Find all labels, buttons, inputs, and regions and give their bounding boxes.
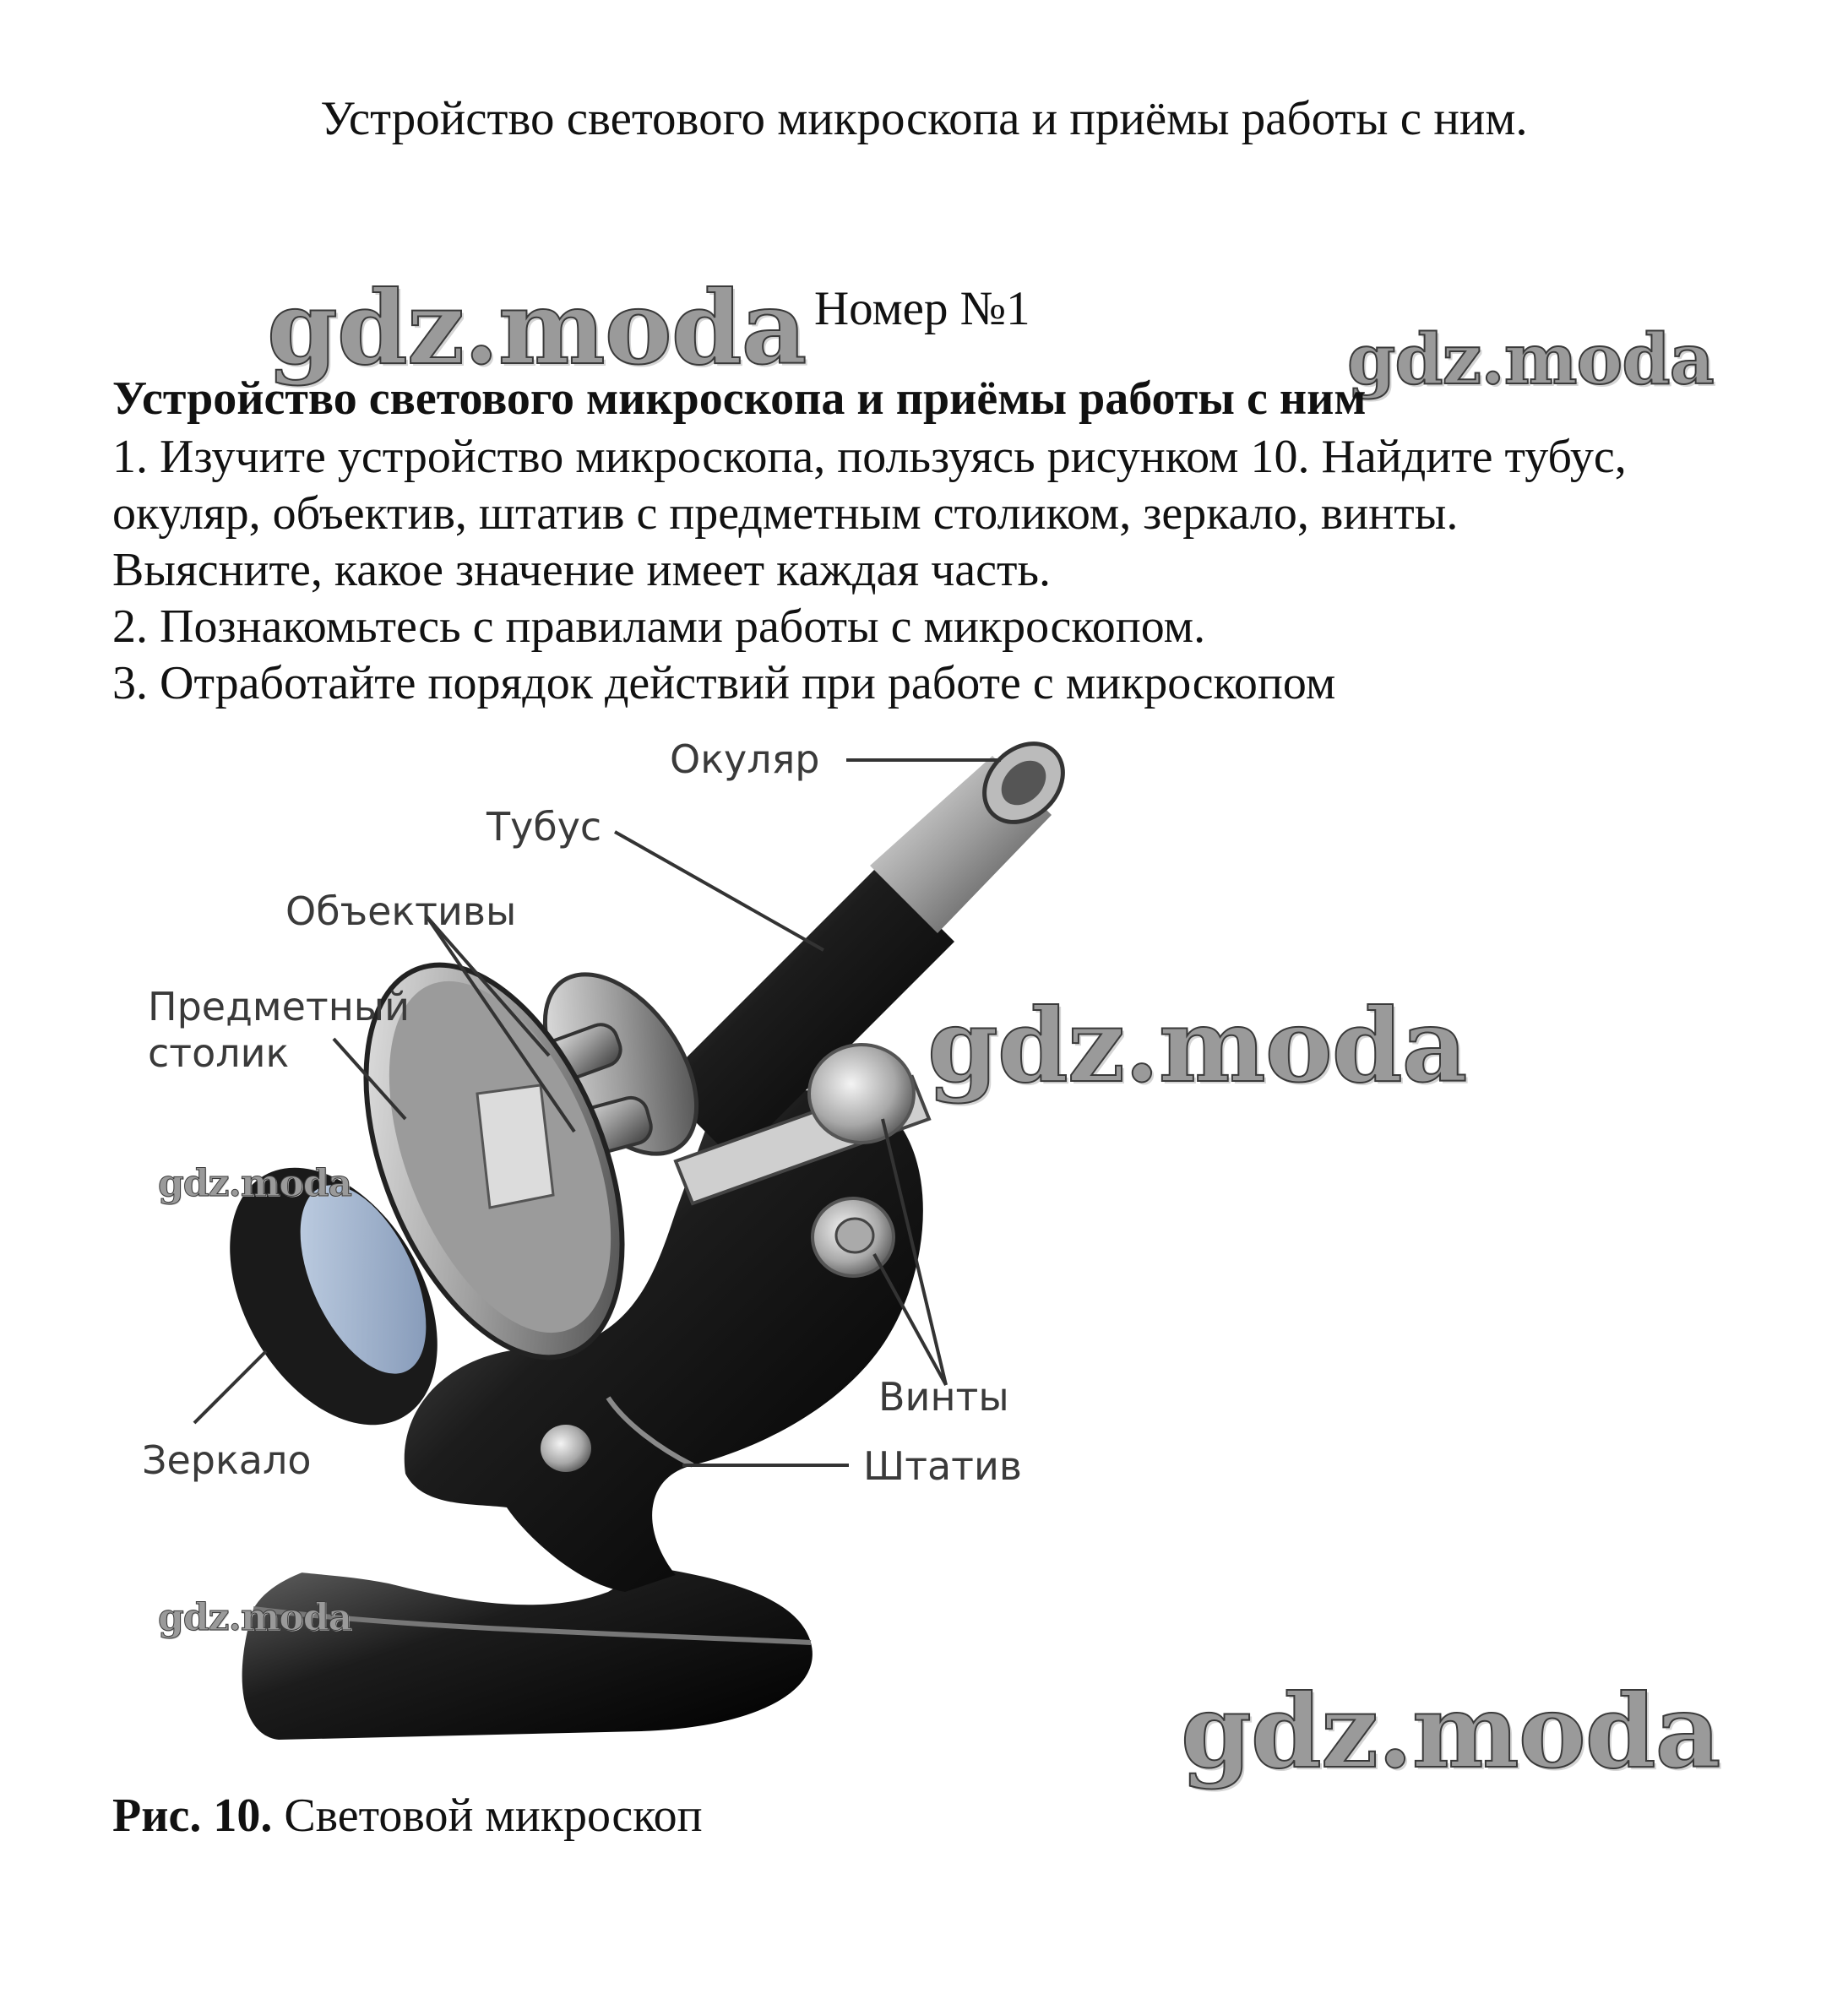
label-tube: Тубус <box>486 804 602 850</box>
label-mirror: Зеркало <box>142 1437 312 1483</box>
watermark: gdz.moda <box>927 986 1467 1105</box>
task-line: 2. Познакомьтесь с правилами работы с микроскопом. <box>112 600 1206 653</box>
task-line: Выясните, какое значение имеет каждая часть. <box>112 544 1051 596</box>
label-stand: Штатив <box>863 1443 1022 1489</box>
watermark: gdz.moda <box>158 1596 352 1639</box>
watermark: gdz.moda <box>1181 1672 1720 1791</box>
label-stage-line1: Предметный <box>148 984 410 1029</box>
figure-caption <box>112 1789 703 1843</box>
watermark: gdz.moda <box>158 1162 352 1205</box>
watermark: gdz.moda <box>1347 319 1714 400</box>
caption-text: Световой микроскоп <box>272 1790 703 1842</box>
watermark: gdz.moda <box>267 269 807 388</box>
task-number: Номер №1 <box>814 282 1030 335</box>
label-stage-line2: столик <box>148 1030 290 1076</box>
task-line: 1. Изучите устройство микроскопа, пользуясь рисунком 10. Найдите тубус, <box>112 431 1627 483</box>
task-line: окуляр, объектив, штатив с предметным столиком, зеркало, винты. <box>112 487 1459 540</box>
label-objectives: Объективы <box>285 888 517 934</box>
label-eyepiece: Окуляр <box>670 736 820 782</box>
task-heading: Устройство светового микроскопа и приёмы работы с ним <box>112 372 1367 425</box>
task-line: 3. Отработайте порядок действий при работе с микроскопом <box>112 657 1336 709</box>
label-screws: Винты <box>878 1374 1009 1420</box>
task-body <box>112 429 1627 712</box>
page-title: Устройство светового микроскопа и приёмы работы с ним. <box>320 92 1528 145</box>
caption-figure-number: Рис. 10. <box>112 1790 273 1842</box>
